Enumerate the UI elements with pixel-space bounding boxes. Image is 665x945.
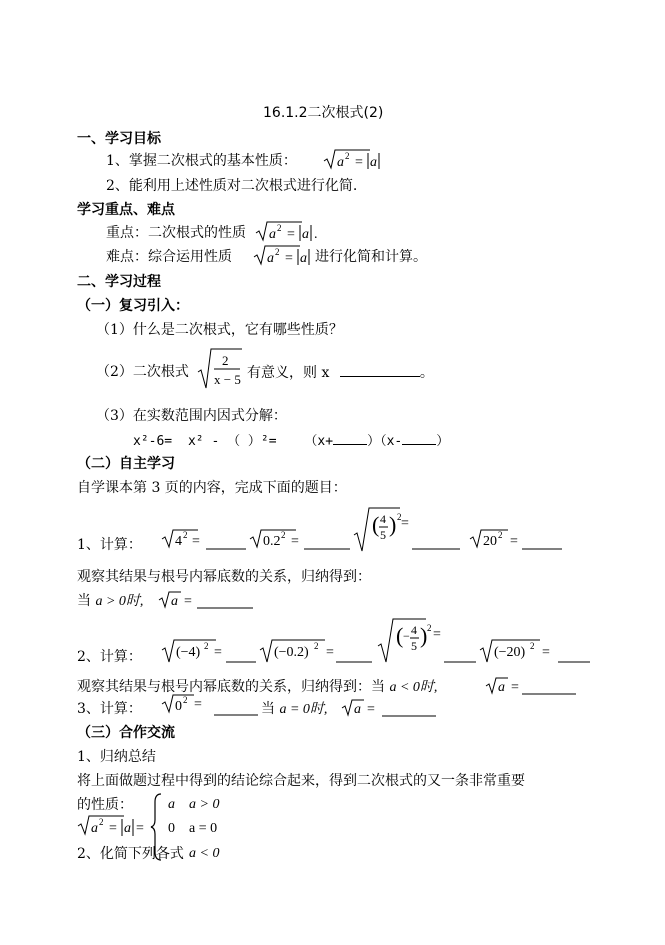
svg-text:=: = xyxy=(291,534,299,549)
key-point: 重点：二次根式的性质 xyxy=(106,225,246,241)
svg-text:.: . xyxy=(314,227,318,242)
factor-part-1: x²-6= xyxy=(133,434,173,449)
piecewise-case-3: a < 0 xyxy=(189,846,220,861)
answer-blank-factor-2[interactable] xyxy=(402,431,436,445)
factor-part-4: ）（x- xyxy=(367,434,403,449)
section-heading-key-points: 学习重点、难点 xyxy=(77,202,175,218)
svg-text:a: a xyxy=(354,702,361,717)
question-2-end: 。 xyxy=(419,365,434,381)
factor-part-5: ） xyxy=(436,434,450,449)
conclusion-3-formula xyxy=(340,696,440,720)
conclusion-1 xyxy=(77,592,143,611)
svg-text:a: a xyxy=(300,251,307,266)
svg-text:a: a xyxy=(91,821,98,836)
svg-text:a: a xyxy=(267,251,274,266)
formula-diff xyxy=(252,243,314,267)
svg-text:2: 2 xyxy=(99,817,104,827)
calc-1-label: 1、计算： xyxy=(77,537,142,553)
subsection-self-study: （二）自主学习 xyxy=(77,456,175,472)
svg-text:2: 2 xyxy=(277,223,282,233)
svg-text:2: 2 xyxy=(427,623,432,633)
goal-1-text: 1、掌握二次根式的基本性质： xyxy=(106,153,297,169)
svg-text:a: a xyxy=(269,227,276,242)
calc-3-expression xyxy=(160,690,260,718)
page-title: 16.1.2二次根式(2) xyxy=(263,105,384,121)
answer-blank-factor-1[interactable] xyxy=(333,431,367,445)
subsection-review: （一）复习引入： xyxy=(77,298,189,314)
svg-text:a: a xyxy=(370,155,377,170)
svg-text:4: 4 xyxy=(175,534,182,549)
conclusion-2-condition: a < 0时, xyxy=(389,680,438,695)
question-3: （3）在实数范围内因式分解： xyxy=(96,408,287,424)
question-2-pre: （2）二次根式 xyxy=(96,364,189,380)
svg-text:0: 0 xyxy=(175,699,182,714)
formula-key xyxy=(254,219,334,243)
svg-text:4: 4 xyxy=(380,512,386,526)
conclusion-3-when: 当 xyxy=(261,701,275,717)
svg-text:2: 2 xyxy=(204,641,209,651)
svg-text:(: ( xyxy=(372,512,380,537)
conclusion-3 xyxy=(261,700,327,719)
svg-text:2: 2 xyxy=(498,530,503,540)
goal-1 xyxy=(106,152,297,170)
formula-sqrt-a2-eq-abs-a xyxy=(322,147,392,171)
observe-1: 观察其结果与根号内幂底数的关系，归纳得到： xyxy=(77,569,371,585)
svg-text:2: 2 xyxy=(275,247,280,257)
factor-part-3: （x+ xyxy=(304,434,334,449)
svg-text:2: 2 xyxy=(183,695,188,705)
svg-text:4: 4 xyxy=(411,623,417,637)
svg-text:20: 20 xyxy=(483,534,497,549)
svg-text:5: 5 xyxy=(380,528,386,542)
svg-text:2: 2 xyxy=(345,151,350,161)
summary-item-2-text: 2、化简下列各式 xyxy=(77,846,184,862)
svg-text:=: = xyxy=(401,516,409,531)
svg-text:=: = xyxy=(109,821,117,836)
svg-text:(−0.2): (−0.2) xyxy=(274,645,309,660)
svg-text:=: = xyxy=(194,697,202,712)
svg-text:(−20): (−20) xyxy=(494,645,526,660)
factor-part-2: x² - （ ）²= xyxy=(187,434,277,449)
conclusion-1-formula xyxy=(157,588,257,612)
svg-text:2: 2 xyxy=(314,641,319,651)
svg-text:=: = xyxy=(214,645,222,660)
svg-text:2: 2 xyxy=(222,353,229,368)
svg-text:a: a xyxy=(498,680,505,695)
piecewise-case-2: 0 a = 0 xyxy=(168,821,218,836)
svg-text:=: = xyxy=(433,627,441,642)
factor-expression xyxy=(133,431,449,451)
svg-text:=: = xyxy=(192,534,200,549)
svg-text:=: = xyxy=(367,702,375,717)
goal-2: 2、能利用上述性质对二次根式进行化简. xyxy=(106,178,358,194)
summary-paragraph-2: 的性质： xyxy=(77,797,133,813)
calc-2-expressions xyxy=(160,616,595,666)
svg-text:2: 2 xyxy=(281,530,286,540)
svg-text:2: 2 xyxy=(183,530,188,540)
calc-1-expressions xyxy=(160,505,570,555)
svg-text:): ) xyxy=(420,623,428,648)
svg-text:=: = xyxy=(542,645,550,660)
conclusion-1-when: 当 xyxy=(77,593,91,609)
difficult-point-tail: 进行化简和计算。 xyxy=(315,249,427,265)
svg-text:=: = xyxy=(136,821,144,836)
formula-sqrt-fraction xyxy=(196,346,246,392)
svg-text:=: = xyxy=(511,680,519,695)
piecewise-case-1: a a > 0 xyxy=(168,797,220,812)
svg-text:=: = xyxy=(355,155,363,170)
svg-text:x − 5: x − 5 xyxy=(214,372,241,387)
calc-3-label: 3、计算： xyxy=(77,701,142,717)
conclusion-2-formula xyxy=(484,674,578,698)
svg-text:0.2: 0.2 xyxy=(263,534,281,549)
calc-2-label: 2、计算： xyxy=(77,649,142,665)
question-2-mid xyxy=(247,363,434,382)
question-2-mid-text: 有意义，则 x xyxy=(247,365,330,381)
svg-text:(−4): (−4) xyxy=(176,645,201,660)
section-heading-goals: 一、学习目标 xyxy=(77,131,161,147)
svg-text:=: = xyxy=(184,594,192,609)
svg-text:a: a xyxy=(171,594,178,609)
observe-2-text: 观察其结果与根号内幂底数的关系，归纳得到：当 xyxy=(77,679,385,695)
answer-blank-q2[interactable] xyxy=(340,363,420,377)
svg-text:−: − xyxy=(403,629,410,643)
svg-text:): ) xyxy=(389,512,397,537)
subsection-cooperation: （三）合作交流 xyxy=(77,725,175,741)
conclusion-1-condition: a > 0时, xyxy=(95,594,144,609)
svg-text:=: = xyxy=(285,251,293,266)
summary-paragraph-1: 将上面做题过程中得到的结论综合起来，得到二次根式的又一条非常重要 xyxy=(77,773,525,789)
svg-text:a: a xyxy=(302,227,309,242)
svg-text:(: ( xyxy=(396,623,404,648)
svg-text:=: = xyxy=(326,645,334,660)
svg-text:2: 2 xyxy=(530,641,535,651)
conclusion-3-condition: a = 0时, xyxy=(279,702,328,717)
difficult-point: 难点：综合运用性质 xyxy=(106,249,232,265)
question-1: （1）什么是二次根式，它有哪些性质？ xyxy=(96,322,343,338)
section-heading-process: 二、学习过程 xyxy=(77,274,161,290)
svg-text:=: = xyxy=(287,227,295,242)
svg-text:=: = xyxy=(510,534,518,549)
summary-item-1: 1、归纳总结 xyxy=(77,749,156,765)
svg-text:a: a xyxy=(124,821,131,836)
svg-text:5: 5 xyxy=(411,639,417,653)
summary-item-2 xyxy=(77,845,184,863)
svg-text:2: 2 xyxy=(397,512,402,522)
svg-text:a: a xyxy=(337,155,344,170)
self-study-intro: 自学课本第 3 页的内容，完成下面的题目： xyxy=(77,480,347,496)
